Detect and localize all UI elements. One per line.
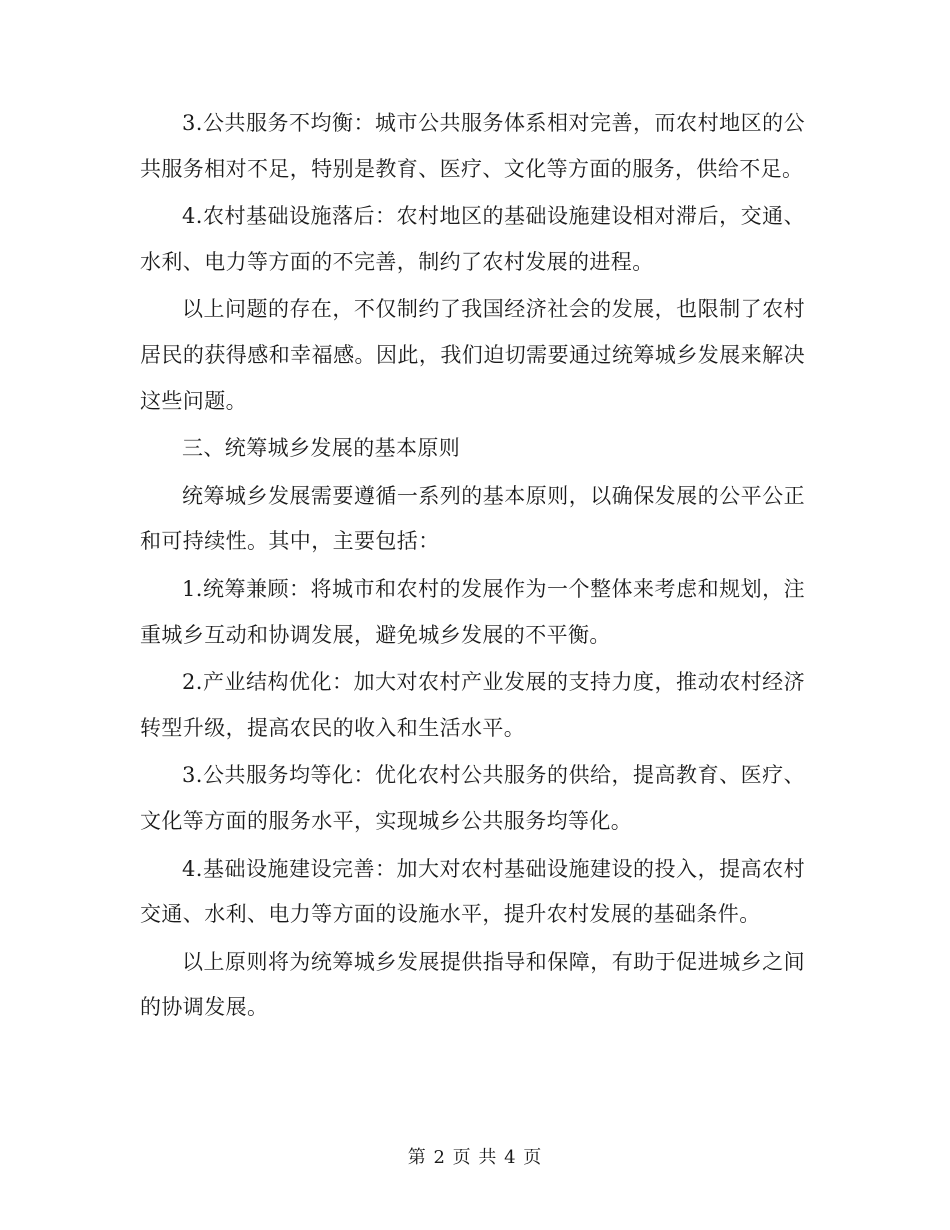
paragraph-principles-intro: 统筹城乡发展需要遵循一系列的基本原则，以确保发展的公平公正和可持续性。其中，主要包括： — [140, 483, 805, 554]
section-heading-basic-principles: 三、统筹城乡发展的基本原则 — [182, 436, 461, 461]
page-number-footer: 第 2 页 共 4 页 — [407, 1147, 543, 1168]
paragraph-public-service-imbalance: 3.公共服务不均衡：城市公共服务体系相对完善，而农村地区的公共服务相对不足，特别是教育、医疗、文化等方面的服务，供给不足。 — [140, 111, 805, 181]
paragraph-principle-public-service-equalization: 3.公共服务均等化：优化农村公共服务的供给，提高教育、医疗、文化等方面的服务水平，实现城乡公共服务均等化。 — [140, 763, 805, 833]
paragraph-rural-infrastructure-lag: 4.农村基础设施落后：农村地区的基础设施建设相对滞后，交通、水利、电力等方面的不完善，制约了农村发展的进程。 — [140, 204, 805, 274]
paragraph-principle-industrial-structure: 2.产业结构优化：加大对农村产业发展的支持力度，推动农村经济转型升级，提高农民的收入和生活水平。 — [140, 670, 805, 740]
document-body — [140, 101, 805, 1033]
paragraph-principle-infrastructure: 4.基础设施建设完善：加大对农村基础设施建设的投入，提高农村交通、水利、电力等方面的设施水平，提升农村发展的基础条件。 — [140, 856, 805, 927]
paragraph-problems-summary: 以上问题的存在，不仅制约了我国经济社会的发展，也限制了农村居民的获得感和幸福感。因此，我们迫切需要通过统筹城乡发展来解决这些问题。 — [140, 297, 805, 413]
paragraph-principle-overall-planning: 1.统筹兼顾：将城市和农村的发展作为一个整体来考虑和规划，注重城乡互动和协调发展，避免城乡发展的不平衡。 — [140, 576, 805, 647]
paragraph-principles-conclusion: 以上原则将为统筹城乡发展提供指导和保障，有助于促进城乡之间的协调发展。 — [140, 949, 805, 1020]
